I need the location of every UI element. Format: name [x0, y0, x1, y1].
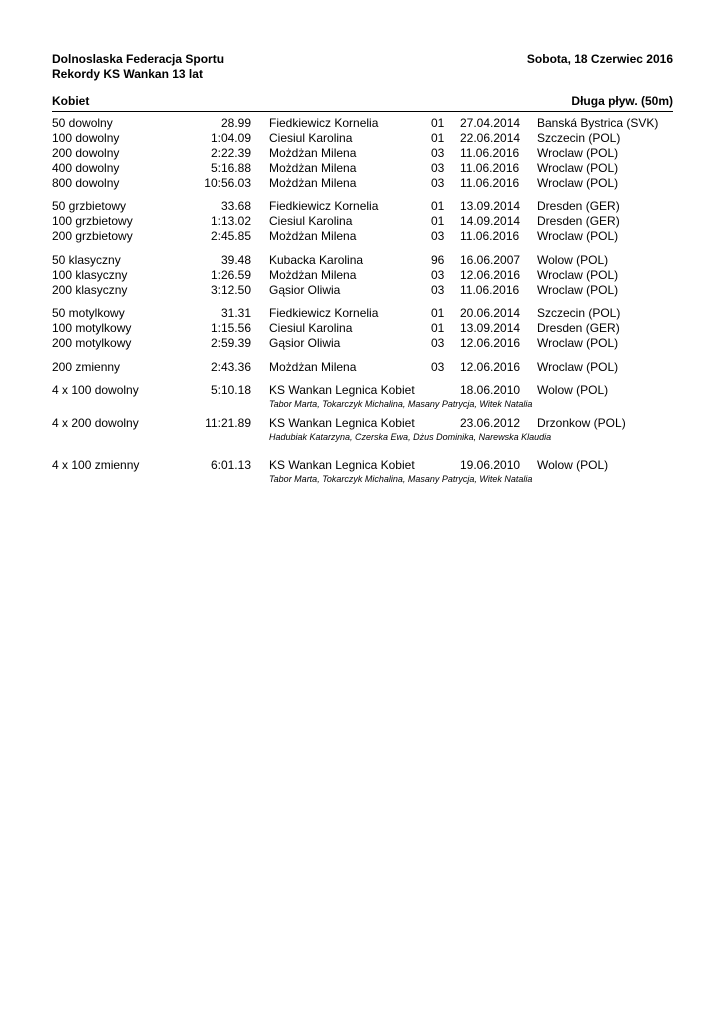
- record-place: Szczecin (POL): [537, 306, 621, 320]
- record-place: Wroclaw (POL): [537, 283, 619, 297]
- record-time: 39.48: [220, 253, 251, 267]
- event-name: 400 dowolny: [52, 161, 120, 175]
- record-date: 22.06.2014: [460, 131, 521, 145]
- relay-record-row: [0, 383, 725, 399]
- record-time: 1:26.59: [210, 268, 251, 282]
- team-name: KS Wankan Legnica Kobiet: [269, 383, 415, 397]
- swimmer-name: Możdżan Milena: [269, 360, 357, 374]
- birth-year: 03: [431, 176, 445, 190]
- record-row: [0, 176, 725, 192]
- record-row: [0, 161, 725, 177]
- record-row: [0, 229, 725, 245]
- birth-year: 03: [431, 360, 445, 374]
- record-date: 11.06.2016: [460, 283, 520, 297]
- event-name: 100 dowolny: [52, 131, 120, 145]
- record-place: Wroclaw (POL): [537, 229, 619, 243]
- record-place: Banská Bystrica (SVK): [537, 116, 659, 130]
- record-row: [0, 116, 725, 132]
- category-label: Kobiet: [52, 94, 90, 108]
- record-row: [0, 146, 725, 162]
- record-row: [0, 306, 725, 322]
- record-date: 18.06.2010: [460, 383, 521, 397]
- swimmer-name: Ciesiul Karolina: [269, 131, 353, 145]
- birth-year: 01: [431, 131, 445, 145]
- pool-length: Długa pływ. (50m): [571, 94, 673, 108]
- birth-year: 03: [431, 229, 445, 243]
- birth-year: 03: [431, 336, 445, 350]
- record-time: 10:56.03: [204, 176, 251, 190]
- event-name: 200 grzbietowy: [52, 229, 133, 243]
- event-name: 100 grzbietowy: [52, 214, 133, 228]
- birth-year: 03: [431, 146, 445, 160]
- birth-year: 01: [431, 116, 445, 130]
- record-place: Dresden (GER): [537, 199, 620, 213]
- event-name: 200 motylkowy: [52, 336, 132, 350]
- record-row: [0, 283, 725, 299]
- record-place: Wroclaw (POL): [537, 268, 619, 282]
- record-place: Wroclaw (POL): [537, 161, 619, 175]
- record-date: 19.06.2010: [460, 458, 521, 472]
- record-date: 12.06.2016: [460, 336, 521, 350]
- team-name: KS Wankan Legnica Kobiet: [269, 458, 415, 472]
- event-name: 100 klasyczny: [52, 268, 128, 282]
- record-date: 13.09.2014: [460, 321, 521, 335]
- event-name: 4 x 100 zmienny: [52, 458, 140, 472]
- record-place: Wroclaw (POL): [537, 336, 619, 350]
- birth-year: 03: [431, 268, 445, 282]
- records-title: Rekordy KS Wankan 13 lat: [52, 67, 203, 81]
- record-place: Drzonkow (POL): [537, 416, 626, 430]
- record-time: 2:45.85: [210, 229, 251, 243]
- team-name: KS Wankan Legnica Kobiet: [269, 416, 415, 430]
- record-time: 1:13.02: [210, 214, 251, 228]
- record-row: [0, 336, 725, 352]
- record-place: Wolow (POL): [537, 383, 609, 397]
- record-time: 2:22.39: [210, 146, 251, 160]
- event-name: 50 dowolny: [52, 116, 113, 130]
- swimmer-name: Możdżan Milena: [269, 229, 357, 243]
- record-time: 6:01.13: [210, 458, 251, 472]
- record-date: 20.06.2014: [460, 306, 521, 320]
- event-name: 200 zmienny: [52, 360, 121, 374]
- event-name: 200 klasyczny: [52, 283, 128, 297]
- record-date: 11.06.2016: [460, 176, 520, 190]
- record-date: 11.06.2016: [460, 161, 520, 175]
- relay-team-members: Tabor Marta, Tokarczyk Michalina, Masany Patrycja, Witek Natalia: [269, 474, 533, 484]
- swimmer-name: Możdżan Milena: [269, 161, 357, 175]
- swimmer-name: Gąsior Oliwia: [269, 283, 341, 297]
- swimmer-name: Gąsior Oliwia: [269, 336, 341, 350]
- organization-name: Dolnoslaska Federacja Sportu: [52, 52, 225, 66]
- relay-record-row: [0, 416, 725, 432]
- swimmer-name: Fiedkiewicz Kornelia: [269, 306, 379, 320]
- record-row: [0, 199, 725, 215]
- record-time: 31.31: [220, 306, 251, 320]
- event-name: 100 motylkowy: [52, 321, 132, 335]
- record-place: Dresden (GER): [537, 321, 620, 335]
- event-name: 50 grzbietowy: [52, 199, 127, 213]
- record-place: Wolow (POL): [537, 458, 609, 472]
- event-name: 800 dowolny: [52, 176, 120, 190]
- swimmer-name: Fiedkiewicz Kornelia: [269, 116, 379, 130]
- swimmer-name: Możdżan Milena: [269, 146, 357, 160]
- relay-team-members: Hadubiak Katarzyna, Czerska Ewa, Dżus Dominika, Narewska Klaudia: [269, 432, 552, 442]
- birth-year: 01: [431, 199, 445, 213]
- swimmer-name: Możdżan Milena: [269, 176, 357, 190]
- swimmer-name: Kubacka Karolina: [269, 253, 364, 267]
- record-time: 2:59.39: [210, 336, 251, 350]
- record-date: 14.09.2014: [460, 214, 521, 228]
- event-name: 4 x 100 dowolny: [52, 383, 139, 397]
- record-date: 23.06.2012: [460, 416, 521, 430]
- record-date: 12.06.2016: [460, 360, 521, 374]
- record-row: [0, 268, 725, 284]
- record-place: Wolow (POL): [537, 253, 609, 267]
- record-date: 11.06.2016: [460, 229, 520, 243]
- record-time: 28.99: [220, 116, 251, 130]
- record-time: 2:43.36: [210, 360, 251, 374]
- record-row: [0, 321, 725, 337]
- record-place: Wroclaw (POL): [537, 360, 619, 374]
- record-row: [0, 214, 725, 230]
- birth-year: 01: [431, 321, 445, 335]
- record-place: Wroclaw (POL): [537, 146, 619, 160]
- swimmer-name: Ciesiul Karolina: [269, 214, 353, 228]
- record-row: [0, 360, 725, 376]
- event-name: 4 x 200 dowolny: [52, 416, 139, 430]
- record-time: 3:12.50: [210, 283, 251, 297]
- swimmer-name: Możdżan Milena: [269, 268, 357, 282]
- birth-year: 03: [431, 283, 445, 297]
- event-name: 200 dowolny: [52, 146, 120, 160]
- record-place: Wroclaw (POL): [537, 176, 619, 190]
- record-row: [0, 131, 725, 147]
- record-date: 27.04.2014: [460, 116, 521, 130]
- birth-year: 03: [431, 161, 445, 175]
- birth-year: 01: [431, 214, 445, 228]
- record-time: 11:21.89: [205, 416, 251, 430]
- event-name: 50 klasyczny: [52, 253, 121, 267]
- record-place: Dresden (GER): [537, 214, 620, 228]
- record-date: 16.06.2007: [460, 253, 521, 267]
- record-time: 5:10.18: [210, 383, 251, 397]
- record-row: [0, 253, 725, 269]
- record-time: 1:04.09: [210, 131, 251, 145]
- relay-team-members: Tabor Marta, Tokarczyk Michalina, Masany Patrycja, Witek Natalia: [269, 399, 533, 409]
- record-date: 11.06.2016: [460, 146, 520, 160]
- record-time: 5:16.88: [210, 161, 251, 175]
- relay-record-row: [0, 458, 725, 474]
- birth-year: 96: [431, 253, 445, 267]
- swimmer-name: Ciesiul Karolina: [269, 321, 353, 335]
- record-time: 1:15.56: [210, 321, 251, 335]
- record-place: Szczecin (POL): [537, 131, 621, 145]
- event-name: 50 motylkowy: [52, 306, 125, 320]
- record-date: 13.09.2014: [460, 199, 521, 213]
- report-date: Sobota, 18 Czerwiec 2016: [526, 52, 673, 66]
- birth-year: 01: [431, 306, 445, 320]
- record-date: 12.06.2016: [460, 268, 521, 282]
- record-time: 33.68: [220, 199, 251, 213]
- swimmer-name: Fiedkiewicz Kornelia: [269, 199, 379, 213]
